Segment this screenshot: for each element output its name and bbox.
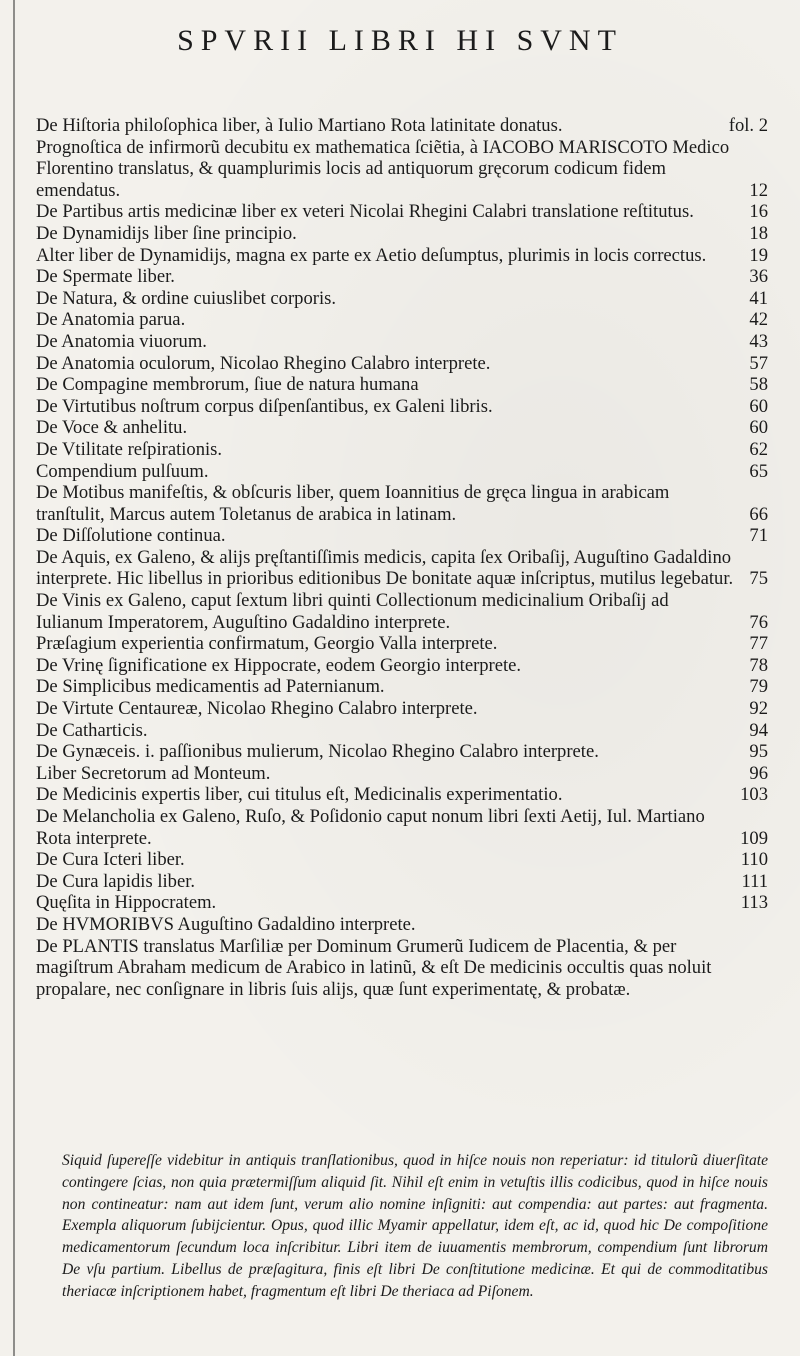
toc-entry-page: 78 (749, 654, 768, 676)
toc-entry-page: 43 (749, 330, 768, 352)
toc-entry-page: 71 (749, 525, 768, 547)
toc-entry (36, 417, 768, 439)
toc-entry (36, 115, 768, 137)
toc-entry (36, 353, 768, 375)
toc-entry-page: 76 (749, 611, 768, 633)
toc-entry (36, 223, 768, 245)
toc-entry (36, 201, 768, 223)
toc-entry (36, 309, 768, 331)
toc-entry-title: De Anatomia parua. (36, 309, 186, 331)
toc-entry-page: 96 (749, 762, 768, 784)
toc-entry-page: 65 (749, 460, 768, 482)
left-margin-rule (13, 0, 15, 1356)
toc-entry-title: De Cura lapidis liber. (36, 870, 196, 892)
toc-entry-title: De Motibus manifeſtis, & obſcuris liber, quem Ioannitius de gręca lingua in arabicam tranſtulit, Marcus autem Toletanus de arabica in latinam. (36, 482, 670, 525)
toc-entry (36, 892, 768, 914)
toc-entry (36, 590, 768, 633)
toc-entry-page: 58 (749, 374, 768, 396)
table-of-contents (36, 115, 768, 1000)
toc-entry-title: De Voce & anhelitu. (36, 417, 188, 439)
toc-entry (36, 655, 768, 677)
toc-entry-page: 62 (749, 438, 768, 460)
toc-entry-page: 79 (749, 676, 768, 698)
toc-entry-page: 111 (741, 870, 768, 892)
toc-entry (36, 698, 768, 720)
toc-entry (36, 525, 768, 547)
toc-entry-page: 77 (749, 633, 768, 655)
toc-entry-title: Alter liber de Dynamidijs, magna ex parte ex Aetio deſumptus, plurimis in locis correctus. (36, 244, 707, 266)
toc-entry-page: fol. 2 (728, 115, 768, 136)
toc-entry-title: De Partibus artis medicinæ liber ex veteri Nicolai Rhegini Calabri translatione reſtitutus. (36, 201, 694, 223)
toc-entry (36, 676, 768, 698)
toc-entry-title: De Catharticis. (36, 719, 148, 741)
toc-entry (36, 763, 768, 785)
toc-entry-page: 75 (749, 568, 768, 590)
toc-entry-title: De Aquis, ex Galeno, & alijs pręſtantiſſimis medicis, capita ſex Oribaſij, Auguſtino Gadaldino interprete. Hic libellus in prioribus editionibus De bonitate aquæ inſcriptus, mutilus legebatur. (36, 546, 734, 590)
toc-entry-title: Præſagium experientia confirmatum, Georgio Valla interprete. (36, 633, 498, 655)
toc-entry (36, 547, 768, 590)
toc-entry-page: 19 (749, 244, 768, 266)
toc-entry-page: 103 (740, 784, 768, 806)
page-title: SPVRII LIBRI HI SVNT (177, 24, 623, 57)
toc-entry-title: Prognoſtica de infirmorũ decubitu ex mathematica ſciẽtia, à IACOBO MARISCOTO Medico Florentino translatus, & quamplurimis locis ad antiquorum gręcorum codicum fidem emendatus. (36, 136, 730, 201)
toc-entry-title: De PLANTIS translatus Marſiliæ per Dominum Grumerũ Iudicem de Placentia, & per magiſtrum Abraham medicum de Arabico in latinũ, & eſt De medicinis occultis quas noluit propalare, nec conſignare in libris ſuis alijs, quæ ſunt experimentatę, & probatæ. (36, 935, 712, 1000)
toc-entry (36, 741, 768, 763)
toc-entry-title: De Spermate liber. (36, 266, 175, 288)
toc-entry-title: De Anatomia viuorum. (36, 330, 207, 352)
toc-entry-title: De Vtilitate reſpirationis. (36, 438, 223, 460)
toc-entry-page: 113 (740, 892, 768, 914)
toc-entry-page: 36 (749, 266, 768, 288)
toc-entry-title: De Vrinę ſignificatione ex Hippocrate, eodem Georgio interprete. (36, 654, 522, 676)
toc-entry-title: Quęſita in Hippocratem. (36, 892, 217, 914)
toc-entry-title: De Vinis ex Galeno, caput ſextum libri quinti Collectionum medicinalium Oribaſij ad Iulianum Imperatorem, Auguſtino Gadaldino interprete. (36, 590, 669, 633)
toc-entry-page: 41 (749, 287, 768, 309)
toc-entry-page: 95 (749, 741, 768, 763)
toc-entry (36, 266, 768, 288)
toc-entry (36, 137, 768, 202)
toc-entry-page: 110 (740, 849, 768, 871)
toc-entry (36, 633, 768, 655)
toc-entry (36, 914, 768, 936)
toc-entry-title: De Anatomia oculorum, Nicolao Rhegino Calabro interprete. (36, 352, 491, 374)
toc-entry-title: De Diſſolutione continua. (36, 525, 226, 547)
toc-entry (36, 849, 768, 871)
toc-entry-page: 94 (749, 719, 768, 741)
toc-entry (36, 784, 768, 806)
toc-entry-title: De Virtute Centaureæ, Nicolao Rhegino Calabro interprete. (36, 698, 478, 720)
toc-entry-title: De Compagine membrorum, ſiue de natura humana (36, 374, 419, 396)
toc-entry-page: 42 (749, 309, 768, 331)
toc-entry (36, 806, 768, 849)
toc-entry-title: De Dynamidijs liber ſine principio. (36, 222, 297, 244)
toc-entry-title: De Gynæceis. i. paſſionibus mulierum, Nicolao Rhegino Calabro interprete. (36, 741, 599, 763)
toc-entry (36, 288, 768, 310)
toc-entry-title: De HVMORIBVS Auguſtino Gadaldino interprete. (36, 913, 416, 935)
toc-entry (36, 871, 768, 893)
toc-entry (36, 936, 768, 1001)
toc-entry (36, 461, 768, 483)
toc-entry (36, 720, 768, 742)
toc-entry-title: De Medicinis expertis liber, cui titulus eſt, Medicinalis experimentatio. (36, 784, 563, 806)
toc-entry-page: 66 (749, 503, 768, 525)
toc-entry-page: 60 (749, 395, 768, 417)
toc-entry-title: De Hiſtoria philoſophica liber, à Iulio Martiano Rota latinitate donatus. (36, 115, 563, 136)
toc-entry-title: De Melancholia ex Galeno, Ruſo, & Poſidonio caput nonum libri ſexti Aetij, Iul. Martiano Rota interprete. (36, 806, 705, 849)
toc-entry-title: De Virtutibus noſtrum corpus diſpenſantibus, ex Galeni libris. (36, 395, 493, 417)
toc-entry (36, 482, 768, 525)
toc-entry-page: 109 (740, 827, 768, 849)
toc-entry-title: De Simplicibus medicamentis ad Paternianum. (36, 676, 385, 698)
toc-entry-page: 18 (749, 222, 768, 244)
toc-entry-page: 12 (749, 179, 768, 201)
toc-entry (36, 245, 768, 267)
toc-entry-title: Compendium pulſuum. (36, 460, 209, 482)
toc-entry-title: De Cura Icteri liber. (36, 849, 185, 871)
toc-entry (36, 374, 768, 396)
toc-entry (36, 396, 768, 418)
toc-entry-page: 57 (749, 352, 768, 374)
toc-entry-title: Liber Secretorum ad Monteum. (36, 762, 271, 784)
toc-entry-title: De Natura, & ordine cuiuslibet corporis. (36, 287, 336, 309)
toc-entry-page: 16 (749, 201, 768, 223)
toc-entry (36, 439, 768, 461)
toc-entry-page: 60 (749, 417, 768, 439)
closing-note: Siquid ſupereſſe videbitur in antiquis tranſlationibus, quod in hiſce nouis non reperiatur: id titulorũ diuerſitate contingere ſcias, non quia prætermiſſum aliquid ſit. Nihil eſt enim in vetuſtis illis codicibus, quod in hiſce nouis non contineatur: nam aut idem ſunt, verum alio nomine inſigniti: aut compendia: aut partes: aut fragmenta. Exempla aliquorum ſubijcientur. Opus, quod illic Myamir appellatur, idem eſt, ac id, quod hic De compoſitione medicamentorum ſecundum loca inſcribitur. Libri item de iuuamentis membrorum, compendium ſunt librorum De vſu partium. Libellus de præſagitura, finis eſt libri De conſtitutione medicinæ. Et qui de commoditatibus theriacæ inſcriptionem habet, fragmentum eſt libri De theriaca ad Piſonem. (62, 1152, 768, 1300)
toc-entry-page: 92 (749, 698, 768, 720)
toc-entry (36, 331, 768, 353)
